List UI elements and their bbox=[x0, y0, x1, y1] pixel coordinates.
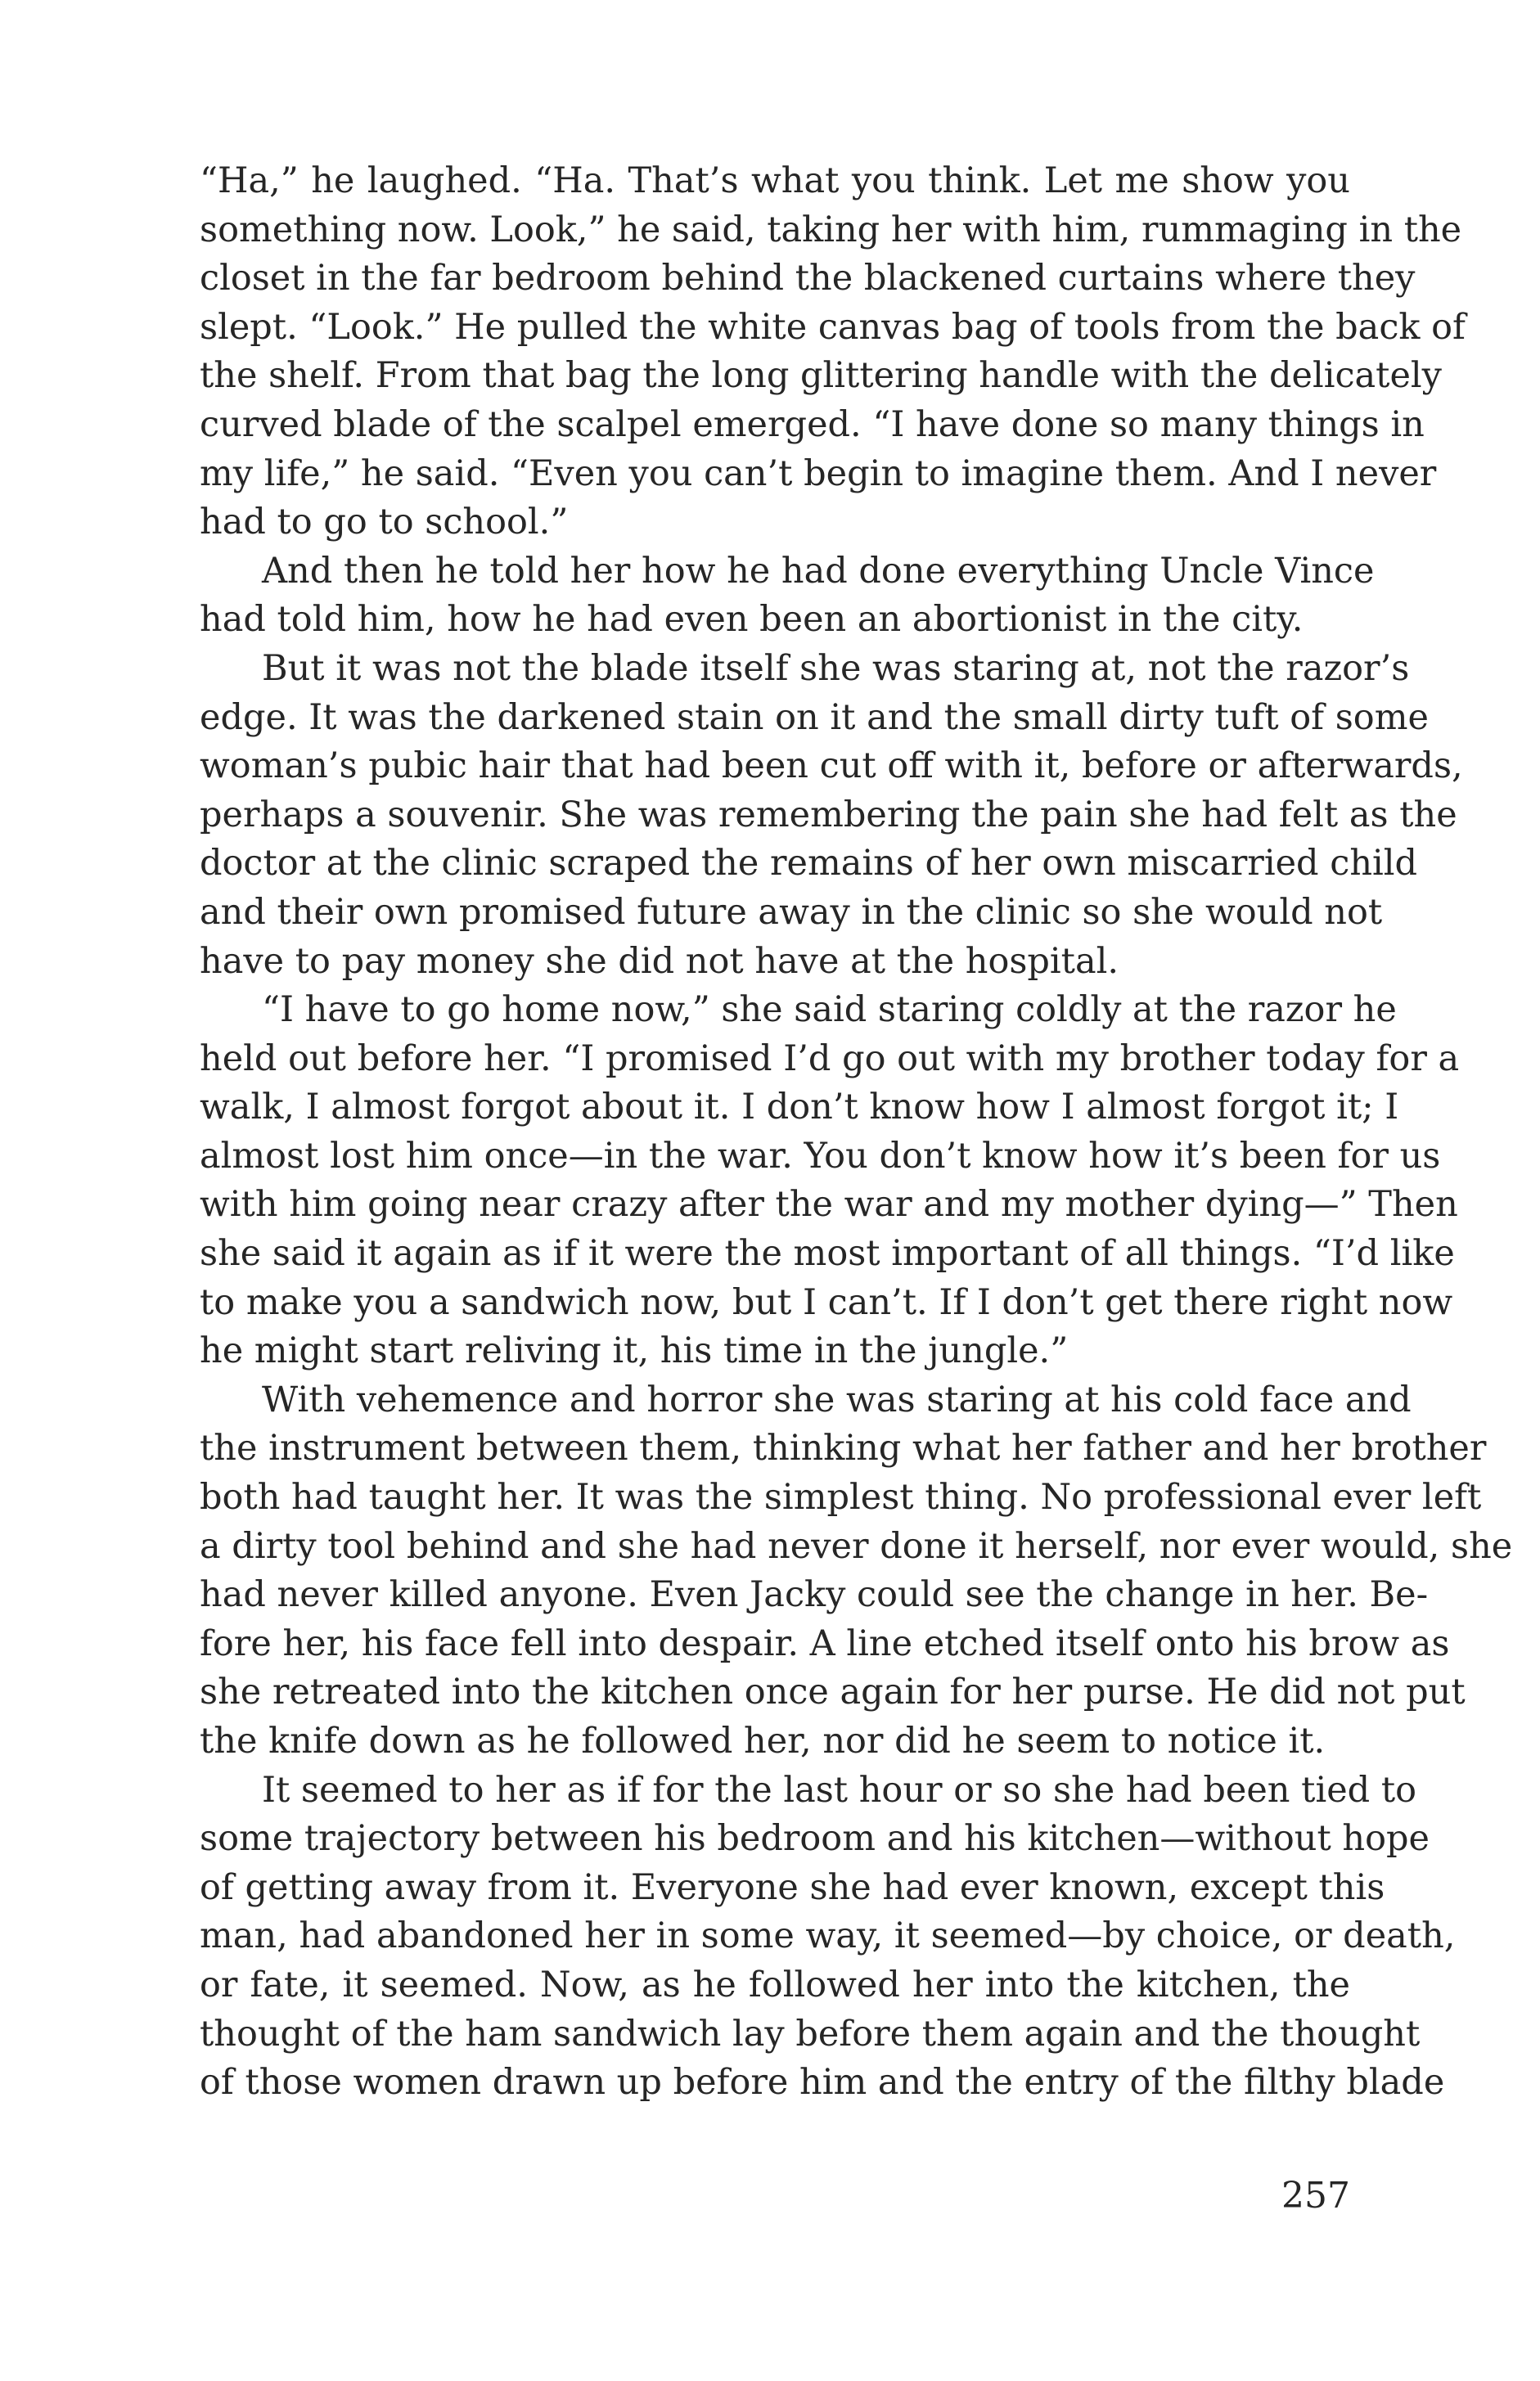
text-line: had never killed anyone. Even Jacky could see the change in her. Be- bbox=[200, 1574, 1429, 1616]
text-line: edge. It was the darkened stain on it and the small dirty tuft of some bbox=[200, 696, 1429, 738]
text-line: It seemed to her as if for the last hour or so she had been tied to bbox=[262, 1769, 1417, 1811]
text-line: had to go to school.” bbox=[200, 502, 569, 543]
text-line: almost lost him once—in the war. You don’t know how it’s been for us bbox=[200, 1135, 1441, 1177]
text-line: slept. “Look.” He pulled the white canvas bag of tools from the back of bbox=[200, 306, 1466, 348]
text-line: closet in the far bedroom behind the blackened curtains where they bbox=[200, 258, 1416, 299]
text-line: doctor at the clinic scraped the remains of her own miscarried child bbox=[200, 843, 1418, 884]
text-line: the instrument between them, thinking what her father and her brother bbox=[200, 1428, 1487, 1470]
text-line: With vehemence and horror she was staring at his cold face and bbox=[262, 1379, 1412, 1420]
text-line: to make you a sandwich now, but I can’t. If I don’t get there right now bbox=[200, 1281, 1453, 1323]
text-line: my life,” he said. “Even you can’t begin to imagine them. And I never bbox=[200, 452, 1437, 494]
text-line: the shelf. From that bag the long glittering handle with the delicately bbox=[200, 355, 1442, 397]
text-line: or fate, it seemed. Now, as he followed her into the kitchen, the bbox=[200, 1964, 1350, 2005]
text-line: some trajectory between his bedroom and his kitchen—without hope bbox=[200, 1818, 1430, 1860]
text-line: both had taught her. It was the simplest thing. No professional ever left bbox=[200, 1477, 1482, 1519]
text-line: perhaps a souvenir. She was remembering the pain she had felt as the bbox=[200, 794, 1457, 835]
text-line: and their own promised future away in the clinic so she would not bbox=[200, 891, 1383, 933]
text-line: curved blade of the scalpel emerged. “I have done so many things in bbox=[200, 403, 1425, 445]
text-line: the knife down as he followed her, nor did he seem to notice it. bbox=[200, 1721, 1326, 1762]
text-line: have to pay money she did not have at the hospital. bbox=[200, 940, 1119, 982]
text-line: with him going near crazy after the war and my mother dying—” Then bbox=[200, 1184, 1458, 1226]
text-line: thought of the ham sandwich lay before them again and the thought bbox=[200, 2013, 1421, 2055]
text-line: of getting away from it. Everyone she had ever known, except this bbox=[200, 1866, 1385, 1908]
text-line: of those women drawn up before him and the entry of the filthy blade bbox=[200, 2062, 1445, 2104]
text-line: had told him, how he had even been an abortionist in the city. bbox=[200, 599, 1304, 641]
text-line: man, had abandoned her in some way, it seemed—by choice, or death, bbox=[200, 1915, 1456, 1957]
body-text bbox=[200, 157, 1513, 2108]
text-line: But it was not the blade itself she was staring at, not the razor’s bbox=[262, 647, 1410, 689]
text-line: she said it again as if it were the most important of all things. “I’d like bbox=[200, 1233, 1455, 1275]
text-line: held out before her. “I promised I’d go out with my brother today for a bbox=[200, 1037, 1460, 1079]
text-line: walk, I almost forgot about it. I don’t know how I almost forgot it; I bbox=[200, 1087, 1399, 1128]
text-line: a dirty tool behind and she had never done it herself, nor ever would, she bbox=[200, 1525, 1513, 1567]
page-number: 257 bbox=[1281, 2175, 1350, 2217]
text-line: he might start reliving it, his time in the jungle.” bbox=[200, 1330, 1069, 1372]
text-line: “Ha,” he laughed. “Ha. That’s what you think. Let me show you bbox=[200, 160, 1350, 201]
text-line: fore her, his face fell into despair. A line etched itself onto his brow as bbox=[200, 1623, 1450, 1664]
text-line: she retreated into the kitchen once again for her purse. He did not put bbox=[200, 1672, 1466, 1713]
text-line: “I have to go home now,” she said staring coldly at the razor he bbox=[262, 989, 1397, 1031]
text-line: And then he told her how he had done everything Uncle Vince bbox=[262, 550, 1375, 592]
text-line: something now. Look,” he said, taking her with him, rummaging in the bbox=[200, 209, 1462, 250]
text-line: woman’s pubic hair that had been cut off with it, before or afterwards, bbox=[200, 745, 1463, 787]
